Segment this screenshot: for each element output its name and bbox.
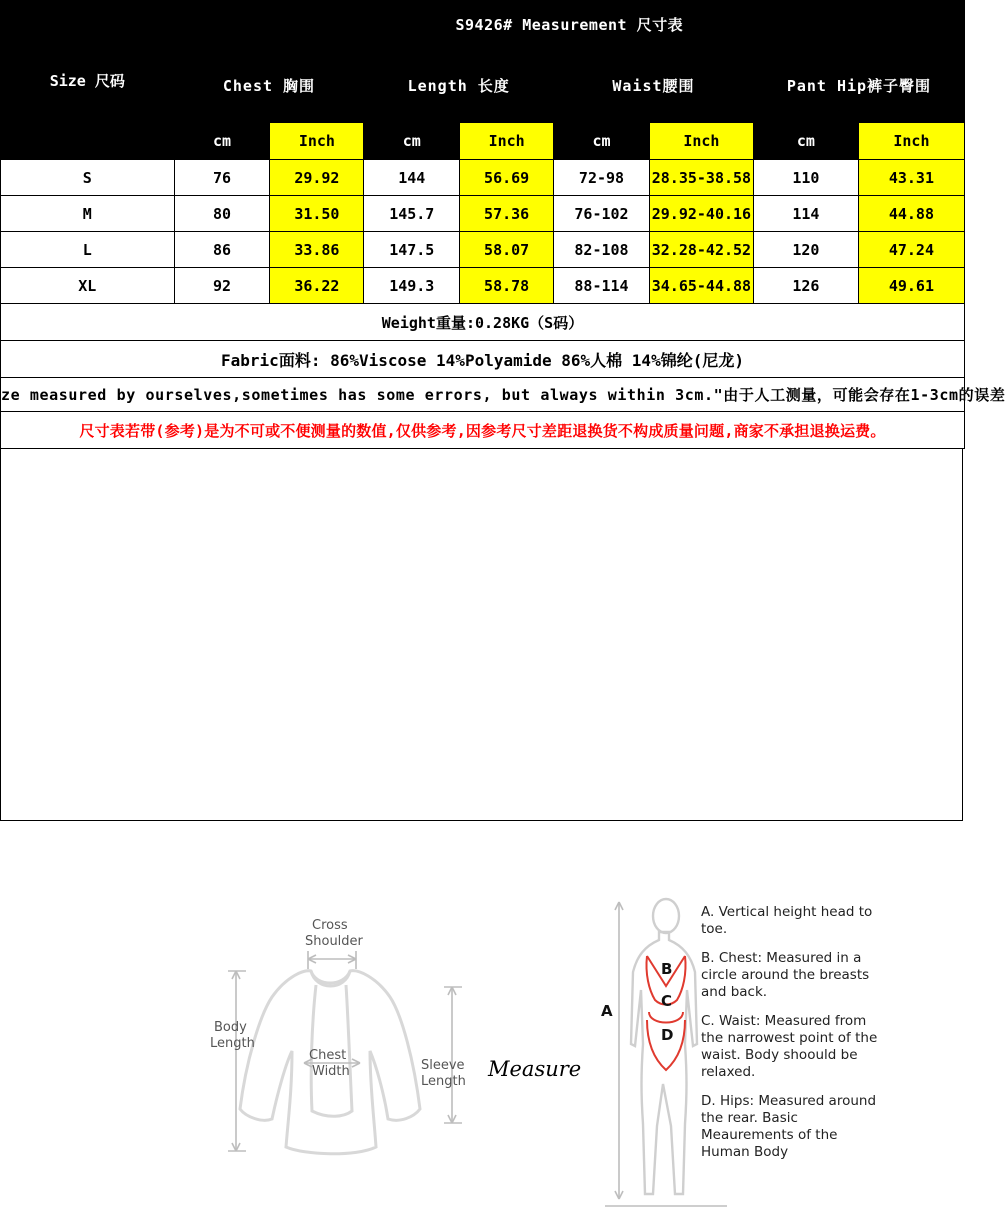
unit-waist-cm: cm — [554, 123, 650, 160]
group-header-length: Length 长度 — [364, 48, 554, 123]
body-letter-d: D — [661, 1026, 674, 1044]
cell-m-length-cm: 145.7 — [364, 196, 460, 232]
cell-l-length-inch: 58.07 — [460, 232, 554, 268]
label-sleeve-length-line1: Sleeve — [421, 1058, 465, 1073]
unit-chest-cm: cm — [174, 123, 270, 160]
size-header-cell: Size 尺码 — [1, 1, 175, 160]
cell-m-waist-inch: 29.92-40.16 — [649, 196, 753, 232]
cell-m-chest-inch: 31.50 — [270, 196, 364, 232]
measurement-diagram-area — [0, 449, 963, 1160]
row-size-l: L — [1, 232, 175, 268]
row-size-m: M — [1, 196, 175, 232]
cell-s-waist-cm: 72-98 — [554, 160, 650, 196]
cell-l-hip-cm: 120 — [753, 232, 858, 268]
label-chest-width-line2: Width — [312, 1064, 350, 1079]
row-size-xl: XL — [1, 268, 175, 304]
table-row — [1, 268, 965, 304]
label-body-length-line2: Length — [210, 1036, 255, 1051]
cell-m-waist-cm: 76-102 — [554, 196, 650, 232]
cell-xl-hip-inch: 49.61 — [858, 268, 964, 304]
cell-xl-length-inch: 58.78 — [460, 268, 554, 304]
cell-m-hip-inch: 44.88 — [858, 196, 964, 232]
cell-m-length-inch: 57.36 — [460, 196, 554, 232]
disclaimer-en-row — [1, 378, 965, 412]
label-chest-width-line1: Chest — [309, 1048, 347, 1063]
cell-l-waist-cm: 82-108 — [554, 232, 650, 268]
table-row — [1, 196, 965, 232]
label-body-length-line1: Body — [214, 1020, 247, 1035]
disclaimer-chinese: 尺寸表若带(参考)是为不可或不便测量的数值,仅供参考,因参考尺寸差距退换货不构成质量问题,商家不承担退换运费。 — [1, 412, 965, 449]
cell-l-hip-inch: 47.24 — [858, 232, 964, 268]
cell-m-hip-cm: 114 — [753, 196, 858, 232]
unit-length-cm: cm — [364, 123, 460, 160]
cell-s-length-cm: 144 — [364, 160, 460, 196]
cell-l-length-cm: 147.5 — [364, 232, 460, 268]
table-title-row — [1, 1, 965, 48]
group-header-chest: Chest 胸围 — [174, 48, 364, 123]
label-cross-shoulder-line1: Cross — [312, 918, 348, 933]
disclaimer-english: ze measured by ourselves,sometimes has some errors, but always within 3cm."由于人工测量，可能会存在1-3cm的误差 — [1, 378, 965, 412]
cell-xl-chest-inch: 36.22 — [270, 268, 364, 304]
cell-s-chest-cm: 76 — [174, 160, 270, 196]
cell-xl-waist-cm: 88-114 — [554, 268, 650, 304]
fabric-note: Fabric面料: 86%Viscose 14%Polyamide 86%人棉 14%锦纶(尼龙) — [1, 341, 965, 378]
unit-length-inch: Inch — [460, 123, 554, 160]
label-cross-shoulder-line2: Shoulder — [305, 934, 363, 949]
disclaimer-cn-row — [1, 412, 965, 449]
table-title: S9426# Measurement 尺寸表 — [174, 1, 964, 48]
measure-watermark-text: Measure — [488, 1057, 582, 1081]
cell-s-waist-inch: 28.35-38.58 — [649, 160, 753, 196]
cell-s-length-inch: 56.69 — [460, 160, 554, 196]
unit-chest-inch: Inch — [270, 123, 364, 160]
weight-note: Weight重量:0.28KG（S码） — [1, 304, 965, 341]
cell-xl-waist-inch: 34.65-44.88 — [649, 268, 753, 304]
unit-waist-inch: Inch — [649, 123, 753, 160]
cell-l-chest-inch: 33.86 — [270, 232, 364, 268]
label-sleeve-length-line2: Length — [421, 1074, 466, 1089]
cell-s-hip-cm: 110 — [753, 160, 858, 196]
fabric-note-row — [1, 341, 965, 378]
measurement-descriptions — [701, 904, 881, 1173]
cell-xl-length-cm: 149.3 — [364, 268, 460, 304]
weight-note-row — [1, 304, 965, 341]
cell-l-chest-cm: 86 — [174, 232, 270, 268]
cell-xl-hip-cm: 126 — [753, 268, 858, 304]
table-row — [1, 232, 965, 268]
description-b: B. Chest: Measured in a circle around the breasts and back. — [701, 950, 870, 1000]
cell-s-hip-inch: 43.31 — [858, 160, 964, 196]
description-c: C. Waist: Measured from the narrowest point of the waist. Body shoould be relaxed. — [701, 1013, 878, 1080]
body-letter-a: A — [601, 1002, 613, 1020]
table-row — [1, 160, 965, 196]
measurement-table — [0, 0, 1005, 449]
group-header-waist: Waist腰围 — [554, 48, 754, 123]
cell-xl-chest-cm: 92 — [174, 268, 270, 304]
unit-hip-cm: cm — [753, 123, 858, 160]
row-size-s: S — [1, 160, 175, 196]
garment-measurement-icon — [210, 911, 496, 1181]
cell-s-chest-inch: 29.92 — [270, 160, 364, 196]
group-header-pant-hip: Pant Hip裤子臀围 — [753, 48, 964, 123]
cell-m-chest-cm: 80 — [174, 196, 270, 232]
description-d: D. Hips: Measured around the rear. Basic Meaurements of the Human Body — [701, 1093, 877, 1160]
body-letter-c: C — [661, 992, 673, 1010]
unit-hip-inch: Inch — [858, 123, 964, 160]
cell-l-waist-inch: 32.28-42.52 — [649, 232, 753, 268]
description-a: A. Vertical height head to toe. — [701, 904, 873, 937]
body-letter-b: B — [661, 960, 673, 978]
